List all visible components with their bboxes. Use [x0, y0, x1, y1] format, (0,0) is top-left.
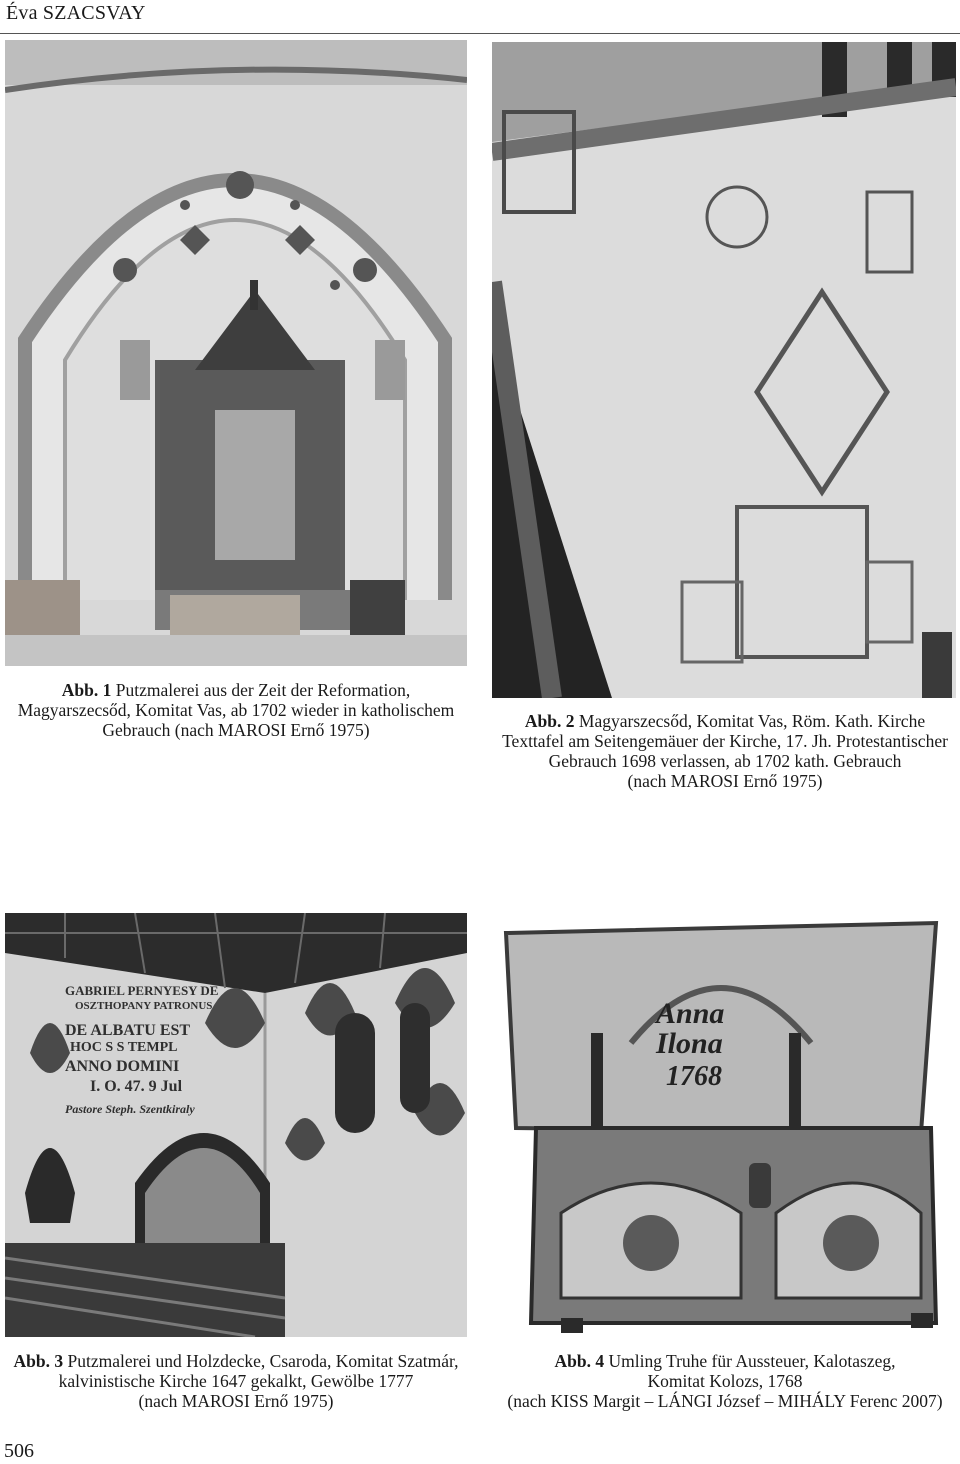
figure-3-caption-line2: kalvinistische Kirche 1647 gekalkt, Gewölbe 1777 — [58, 1371, 414, 1391]
figure-3-caption — [0, 1351, 472, 1411]
inscription-patron-line2: OSZTHOPANY PATRONUS — [75, 1000, 213, 1012]
inscription-line3: DE ALBATU EST — [65, 1022, 191, 1039]
inscription-line5: ANNO DOMINI — [65, 1058, 180, 1075]
figure-2-photo-text-tablets-wall — [492, 42, 956, 698]
inscription-line7: Pastore Steph. Szentkiraly — [65, 1102, 195, 1116]
figure-2-caption-line3: Gebrauch 1698 verlassen, ab 1702 kath. Gebrauch — [548, 751, 902, 771]
figure-2-label: Abb. 2 — [524, 711, 575, 731]
figure-4-caption-line1: Umling Truhe für Aussteuer, Kalotaszeg, — [608, 1351, 896, 1371]
header-rule — [0, 33, 960, 34]
figure-1-caption-line3: Gebrauch (nach MAROSI Ernő 1975) — [102, 720, 370, 740]
chest-inscription-year: 1768 — [666, 1061, 722, 1092]
inscription-line6: I. O. 47. 9 Jul — [90, 1078, 183, 1095]
figure-3-label: Abb. 3 — [13, 1351, 64, 1371]
page-number: 506 — [4, 1440, 34, 1462]
figure-4-label: Abb. 4 — [554, 1351, 605, 1371]
figure-4-caption-line3: (nach KISS Margit – LÁNGI József – MIHÁLY Ferenc 2007) — [507, 1391, 943, 1411]
figure-2-caption-line4: (nach MAROSI Ernő 1975) — [627, 771, 823, 791]
figure-1-caption-line1: Putzmalerei aus der Zeit der Reformation, — [115, 680, 411, 700]
figure-4-photo-dowry-chest — [491, 913, 956, 1337]
figure-3-caption-line1: Putzmalerei und Holzdecke, Csaroda, Komitat Szatmár, — [67, 1351, 459, 1371]
figure-1-photo-church-apse-altar — [5, 40, 467, 666]
figure-2-caption — [490, 711, 960, 791]
figure-4-caption — [490, 1351, 960, 1411]
chest-inscription-name2: Ilona — [656, 1027, 723, 1060]
figure-1-caption-line2: Magyarszecsőd, Komitat Vas, ab 1702 wieder in katholischem — [17, 700, 455, 720]
running-header-author: Éva SZACSVAY — [6, 2, 146, 24]
figure-3-photo-csaroda-interior — [5, 913, 467, 1337]
figure-3-caption-line3: (nach MAROSI Ernő 1975) — [138, 1391, 334, 1411]
inscription-patron-line1: GABRIEL PERNYESY DE — [65, 983, 219, 998]
figure-4-caption-line2: Komitat Kolozs, 1768 — [647, 1371, 803, 1391]
figure-2-caption-line1: Magyarszecsőd, Komitat Vas, Röm. Kath. Kirche — [578, 711, 926, 731]
figure-2-caption-line2: Texttafel am Seitengemäuer der Kirche, 17. Jh. Protestantischer — [502, 731, 948, 751]
figure-1-label: Abb. 1 — [61, 680, 112, 700]
figure-1-caption — [0, 680, 472, 740]
inscription-line4: HOC S S TEMPL — [70, 1040, 178, 1055]
chest-inscription-name1: Anna — [656, 997, 725, 1030]
